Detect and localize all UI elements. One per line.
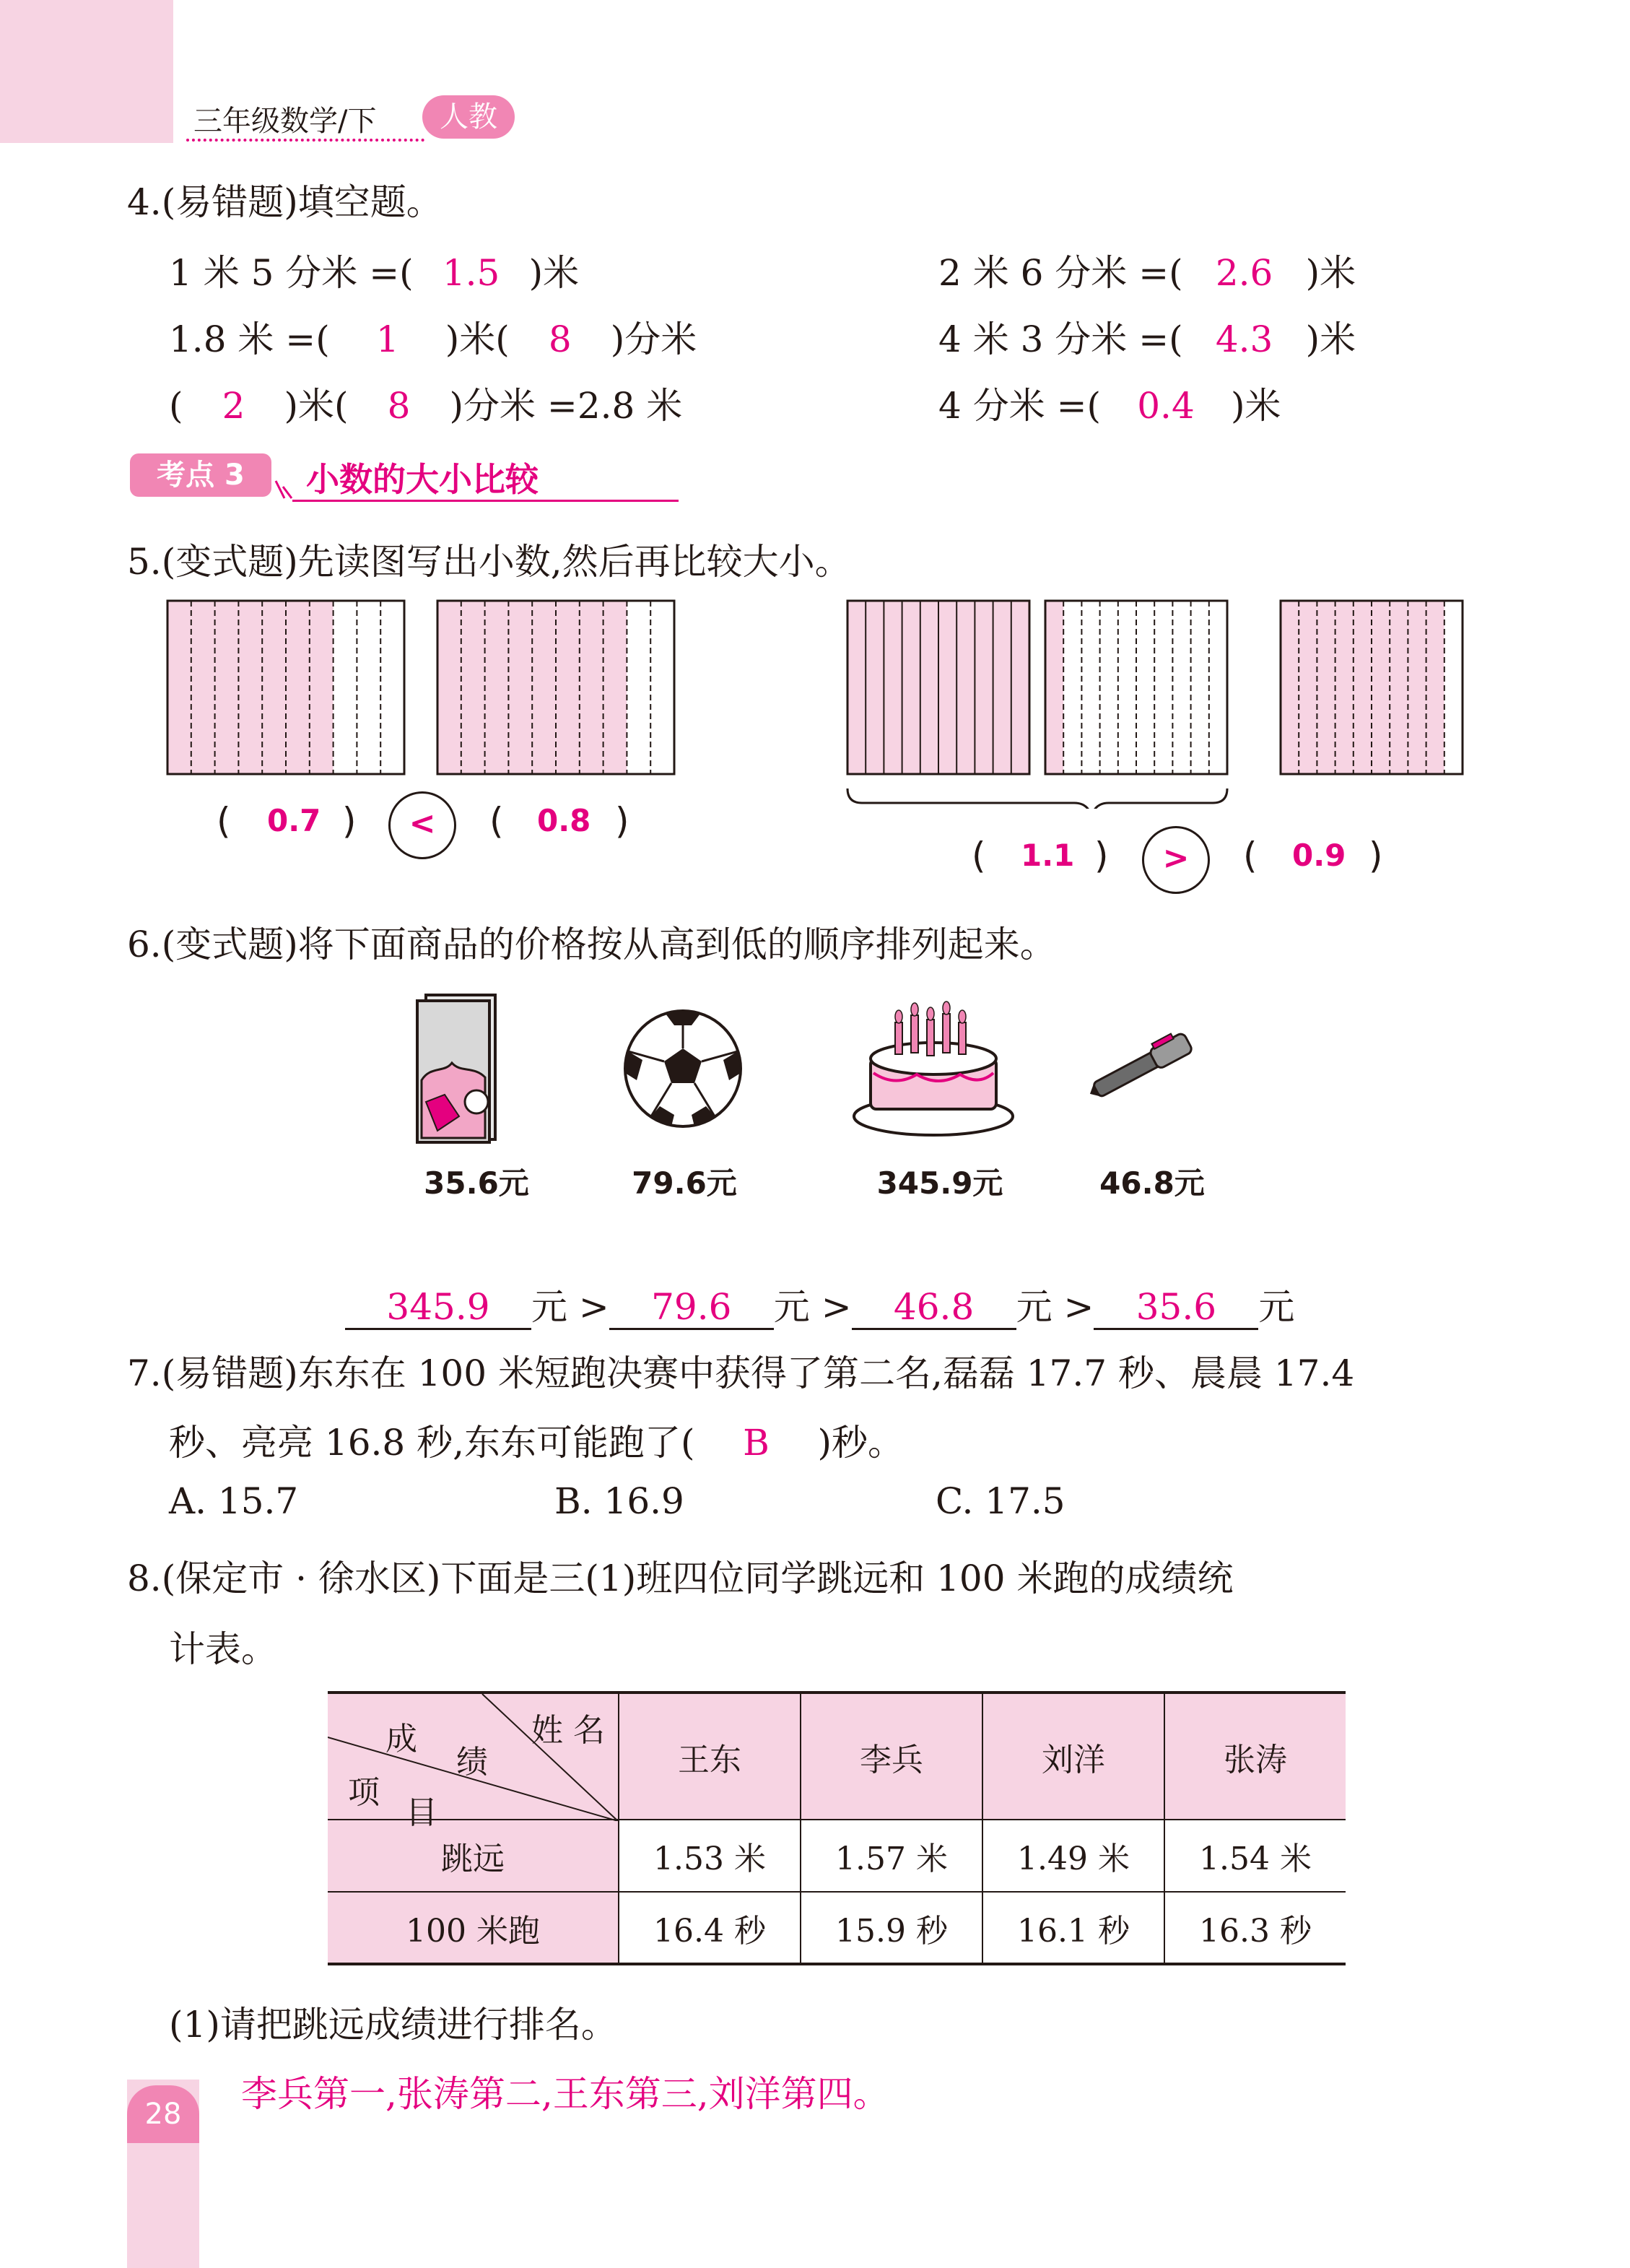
- q5-right-paren-b-open: (: [1243, 835, 1258, 877]
- figure-strip: [1390, 601, 1408, 774]
- q6-answer-3: 46.8: [852, 1286, 1016, 1330]
- q7-option-b: B. 16.9: [554, 1480, 684, 1522]
- corner-bot-1: 项: [348, 1774, 380, 1811]
- q7-line2-pre: 秒、亮亮 16.8 秒,东东可能跑了(: [169, 1422, 695, 1464]
- price-cake: 345.9元: [876, 1165, 1003, 1201]
- figure-strip: [1136, 601, 1154, 774]
- q4-r1r-post: )米: [1305, 252, 1356, 294]
- book-image: [416, 994, 497, 1145]
- name-libing: 李兵: [801, 1693, 982, 1820]
- figure-strip: [975, 601, 993, 774]
- table-corner-cell: [328, 1693, 619, 1831]
- q4-r1l-post: )米: [528, 252, 580, 294]
- q5-title: 5.(变式题)先读图写出小数,然后再比较大小。: [127, 541, 851, 583]
- figure-strip: [508, 601, 532, 774]
- header-title: 三年级数学/下: [193, 105, 377, 138]
- grades-table: [328, 1691, 1346, 1965]
- q5-left-paren-b-close: ): [615, 800, 629, 842]
- jump-wangdong: 1.53 米: [619, 1820, 801, 1892]
- figure-strip: [603, 601, 627, 774]
- q4-r2l-pre: 1.8 米 =(: [169, 318, 330, 360]
- figure-strip: [485, 601, 509, 774]
- q4-r3l-answer-a: 2: [222, 385, 245, 427]
- q4-r3l-pre: (: [169, 385, 183, 427]
- figure-strip: [238, 601, 262, 774]
- figure-strip: [1408, 601, 1426, 774]
- figure-strip: [1354, 601, 1372, 774]
- figure-strip: [167, 601, 191, 774]
- q5-right-paren-a-open: (: [972, 835, 986, 877]
- figure-strip: [380, 601, 404, 774]
- q5-left-paren-b-open: (: [489, 800, 504, 842]
- figure-strip: [627, 601, 650, 774]
- q4-r2l-answer-b: 8: [548, 318, 572, 360]
- q7-line2: [169, 1414, 904, 1466]
- jump-libing: 1.57 米: [801, 1820, 982, 1892]
- figure-strip: [437, 601, 461, 774]
- q6-answer-2: 79.6: [609, 1286, 774, 1330]
- q8-sub1-answer: 李兵第一,张涛第二,王东第三,刘洋第四。: [241, 2073, 889, 2115]
- header-corner-block: [0, 0, 173, 143]
- q4-row3-right: [938, 377, 1281, 429]
- q4-row1-left: [169, 244, 579, 296]
- q4-r2l-mid: )米(: [445, 318, 510, 360]
- cake-image: [852, 994, 1015, 1138]
- figure-strip: [556, 601, 580, 774]
- q4-title: 4.(易错题)填空题。: [127, 181, 443, 223]
- jump-zhangtao: 1.54 米: [1164, 1820, 1346, 1892]
- q7-option-a: A. 15.7: [169, 1480, 299, 1522]
- q4-r2l-answer-a: 1: [375, 318, 399, 360]
- q8-line2: 计表。: [169, 1628, 277, 1670]
- figure-strip: [1154, 601, 1172, 774]
- row-label-run: 100 米跑: [328, 1892, 619, 1964]
- q7-answer: B: [743, 1422, 770, 1464]
- figure-strip: [866, 601, 884, 774]
- q5-right-answer-b: 0.9: [1292, 838, 1346, 873]
- figure-0-8: [437, 601, 674, 774]
- figure-strip: [920, 601, 938, 774]
- q6-sep-1: 元 >: [531, 1286, 609, 1328]
- figure-strip: [357, 601, 380, 774]
- figure-strip: [847, 601, 866, 774]
- figure-strip: [215, 601, 239, 774]
- figure-strip: [1118, 601, 1136, 774]
- figure-strip: [1444, 601, 1463, 774]
- figure-strip: [1063, 601, 1081, 774]
- figure-strip: [1172, 601, 1190, 774]
- price-soccer-ball: 79.6元: [632, 1165, 737, 1201]
- header-badge: 人教: [422, 95, 515, 139]
- figure-strip: [334, 601, 357, 774]
- corner-mid-1: 成: [385, 1721, 417, 1758]
- figure-strip: [310, 601, 334, 774]
- figure-strip: [1191, 601, 1209, 774]
- section-tag: 考点 3: [130, 453, 271, 497]
- jump-liuyang: 1.49 米: [982, 1820, 1164, 1892]
- figure-strip: [884, 601, 902, 774]
- q5-figures: [0, 592, 1630, 809]
- q4-r1l-pre: 1 米 5 分米 =(: [169, 252, 414, 294]
- run-wangdong: 16.4 秒: [619, 1892, 801, 1964]
- figure-strip: [1372, 601, 1390, 774]
- q4-r1r-pre: 2 米 6 分米 =(: [938, 252, 1183, 294]
- figure-strip: [938, 601, 956, 774]
- figure-strip: [461, 601, 485, 774]
- figure-strip: [1426, 601, 1444, 774]
- q4-r3r-pre: 4 分米 =(: [938, 385, 1101, 427]
- corner-mid-2: 绩: [456, 1744, 488, 1781]
- q6-answer-1: 345.9: [345, 1286, 531, 1330]
- q5-right-compare: [1142, 826, 1210, 894]
- q4-row2-right: [938, 310, 1356, 362]
- figure-strip: [956, 601, 975, 774]
- figure-0-9: [1281, 601, 1463, 774]
- q6-sep-3: 元 >: [1016, 1286, 1094, 1328]
- name-liuyang: 刘洋: [982, 1693, 1164, 1820]
- figure-strip: [993, 601, 1011, 774]
- figure-strip: [1011, 601, 1029, 774]
- q6-answer-4: 35.6: [1094, 1286, 1258, 1330]
- figure-1-whole: [847, 601, 1029, 774]
- figure-strip: [902, 601, 920, 774]
- name-wangdong: 王东: [619, 1693, 801, 1820]
- q7-line1: 7.(易错题)东东在 100 米短跑决赛中获得了第二名,磊磊 17.7 秒、晨晨 17.4: [127, 1352, 1355, 1394]
- figure-strip: [1317, 601, 1335, 774]
- figure-strip: [1209, 601, 1227, 774]
- q4-r2r-answer: 4.3: [1215, 318, 1273, 360]
- q6-title: 6.(变式题)将下面商品的价格按从高到低的顺序排列起来。: [127, 924, 1056, 965]
- q5-left-answer-a: 0.7: [267, 803, 321, 838]
- q4-r3r-answer: 0.4: [1137, 385, 1195, 427]
- price-book: 35.6元: [424, 1165, 529, 1201]
- q4-row2-left: [169, 310, 697, 362]
- pen-image: [1083, 1025, 1206, 1105]
- q8-line1: 8.(保定市 · 徐水区)下面是三(1)班四位同学跳远和 100 米跑的成绩统: [127, 1557, 1234, 1599]
- figure-1-tenth: [1045, 601, 1227, 774]
- q7-option-c: C. 17.5: [936, 1480, 1065, 1522]
- run-libing: 15.9 秒: [801, 1892, 982, 1964]
- brace: [847, 788, 1227, 809]
- q5-right-op: >: [1162, 840, 1190, 877]
- figure-strip: [1045, 601, 1063, 774]
- figure-strip: [1299, 601, 1317, 774]
- header-dotted-rule: [186, 139, 424, 142]
- figure-strip: [580, 601, 603, 774]
- q5-left-op: <: [409, 805, 436, 842]
- run-zhangtao: 16.3 秒: [1164, 1892, 1346, 1964]
- figure-strip: [1100, 601, 1118, 774]
- q4-r3r-post: )米: [1231, 385, 1281, 427]
- q5-right-answer-a: 1.1: [1021, 838, 1075, 873]
- q7-line2-post: )秒。: [817, 1422, 905, 1464]
- q4-r3l-mid: )米(: [284, 385, 349, 427]
- q4-r2l-post: )分米: [610, 318, 697, 360]
- corner-bot-2: 目: [406, 1794, 437, 1831]
- figure-strip: [1335, 601, 1354, 774]
- figure-0-7: [167, 601, 404, 774]
- q4-row1-right: [938, 244, 1356, 296]
- row-label-jump: 跳远: [328, 1820, 619, 1892]
- name-zhangtao: 张涛: [1164, 1693, 1346, 1820]
- corner-top: 姓 名: [531, 1712, 605, 1749]
- soccer-ball-image: [622, 1008, 744, 1129]
- section-underline: [292, 500, 679, 502]
- q8-sub1: (1)请把跳远成绩进行排名。: [169, 2004, 617, 2046]
- figure-strip: [286, 601, 310, 774]
- q5-right-paren-a-close: ): [1094, 835, 1109, 877]
- q6-sep-2: 元 >: [773, 1286, 852, 1328]
- q4-r2r-post: )米: [1305, 318, 1356, 360]
- figure-strip: [1281, 601, 1299, 774]
- q4-r1r-answer: 2.6: [1215, 252, 1273, 294]
- figure-strip: [191, 601, 215, 774]
- page-number: 28: [127, 2085, 199, 2143]
- q4-r2r-pre: 4 米 3 分米 =(: [938, 318, 1183, 360]
- figure-strip: [650, 601, 674, 774]
- figure-strip: [1081, 601, 1099, 774]
- q6-unit: 元: [1258, 1286, 1295, 1328]
- q5-left-paren-a-close: ): [342, 800, 357, 842]
- figure-strip: [262, 601, 286, 774]
- q4-r1l-answer: 1.5: [442, 252, 500, 294]
- q6-answer-line: [345, 1278, 1294, 1330]
- q5-right-paren-b-close: ): [1369, 835, 1383, 877]
- run-liuyang: 16.1 秒: [982, 1892, 1164, 1964]
- q5-left-paren-a-open: (: [217, 800, 231, 842]
- price-pen: 46.8元: [1099, 1165, 1205, 1201]
- q4-row3-left: [169, 377, 682, 429]
- q5-left-answer-b: 0.8: [537, 803, 591, 838]
- q4-r3l-answer-b: 8: [387, 385, 411, 427]
- q4-r3l-post: )分米 =2.8 米: [449, 385, 683, 427]
- figure-strip: [532, 601, 556, 774]
- section-title: 小数的大小比较: [306, 460, 539, 499]
- q5-left-compare: [388, 791, 456, 859]
